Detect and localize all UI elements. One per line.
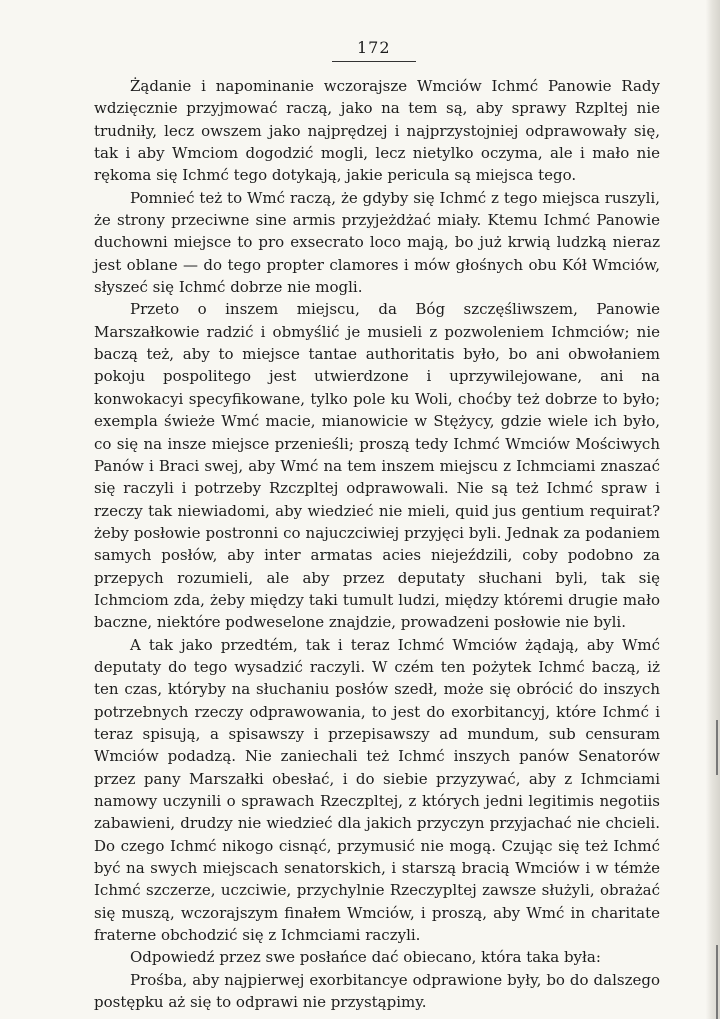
- paragraph: Żądanie i napominanie wczorajsze Wmciów Ichmć Panowie Rady wdzięcznie przyjmować raczą, jako na tem są, aby sprawy Rzpltej nie trudniły, lecz owszem jako najprędzej i najprzystojniej odprawowały się, tak i aby Wmciom dogodzić mogli, lecz nietylko oczyma, ale i mało nie rękoma się Ichmć tego dotykają, jakie pericula są miejsca tego.: [94, 77, 660, 185]
- paragraph: Odpowiedź przez swe posłańce dać obiecano, która taka była:: [130, 948, 601, 967]
- edge-mark: [716, 945, 718, 1019]
- body-text: [94, 75, 660, 1013]
- paragraph: Prośba, aby najpierwej exorbitancye odprawione były, bo do dalszego postępku aż się to odprawi nie przystąpimy.: [94, 970, 660, 1012]
- paragraph: Pomnieć też to Wmć raczą, że gdyby się Ichmć z tego miejsca ruszyli, że strony przeciwne sine armis przyjeżdżać miały. Ktemu Ichmć Panowie duchowni miejsce to pro exsecrato loco mają, bo już krwią ludzką nieraz jest oblane — do tego propter clamores i mów głośnych obu Kół Wmciów, słyszeć się Ichmć dobrze nie mogli.: [94, 188, 660, 297]
- paragraph: Przeto o inszem miejscu, da Bóg szczęśliwszem, Panowie Marszałkowie radzić i obmyślić je musieli z pozwoleniem Ichmciów; nie baczą też, aby to miejsce tantae authoritatis było, bo ani obwołaniem pokoju pospolitego jest utwierdzone i uprzywilejowane, ani na konwokacyi specyfikowane, tylko pole ku Woli, choćby też dobrze to było; exempla świeże Wmć macie, mianowicie w Stężycy, gdzie wiele ich było, co się na insze miejsce przenieśli; proszą tedy Ichmć Wmciów Mościwych Panów i Braci swej, aby Wmć na tem inszem miejscu z Ichmciami znaszać się raczyli i potrzeby Rzczpltej odprawowali. Nie są też Ichmć spraw i rzeczy tak niewiadomi, aby wiedzieć nie mieli, quid jus gentium requirat? żeby posłowie postronni co najuczciwiej przyjęci byli. Jednak za podaniem samych posłów, aby inter armatas acies niejeździli, coby podobno za przepych rozumieli, ale aby przez deputaty słuchani byli, tak się Ichmciom zda, żeby między taki tumult ludzi, między któremi drugie mało baczne, niektóre podweselone znajdzie, prowadzeni posłowie nie byli.: [94, 300, 660, 632]
- page-edge-shadow: [706, 0, 720, 1019]
- edge-mark: [716, 720, 718, 775]
- page-number-rule: [332, 61, 416, 62]
- paragraph: A tak jako przedtém, tak i teraz Ichmć Wmciów żądają, aby Wmć deputaty do tego wysadzić raczyli. W czém ten pożytek Ichmć baczą, iż ten czas, któryby na słuchaniu posłów szedł, może się obrócić do inszych potrzebnych rzeczy odprawowania, to jest do exorbitancyj, które Ichmć i teraz spisują, a spisawszy i przepisawszy ad mundum, sub censuram Wmciów podadzą. Nie zaniechali też Ichmć inszych panów Senatorów przez pany Marszałki obesłać, i do siebie przyzywać, aby z Ichmciami namowy uczynili o sprawach Rzeczpltej, z których jedni legitimis negotiis zabawieni, drudzy nie wiedzieć dla jakich przyczyn przyjachać nie chcieli. Do czego Ichmć nikogo cisnąć, przymusić nie mogą. Czując się też Ichmć być na swych miejscach senatorskich, i starszą bracią Wmciów i w témże Ichmć szczerze, uczciwie, przychylnie Rzeczypltej zawsze służyli, obrażać się muszą, wczorajszym finałem Wmciów, i proszą, aby Wmć in charitate fraterne obchodzić się z Ichmciami raczyli.: [94, 635, 660, 945]
- page-number: 172: [357, 38, 391, 57]
